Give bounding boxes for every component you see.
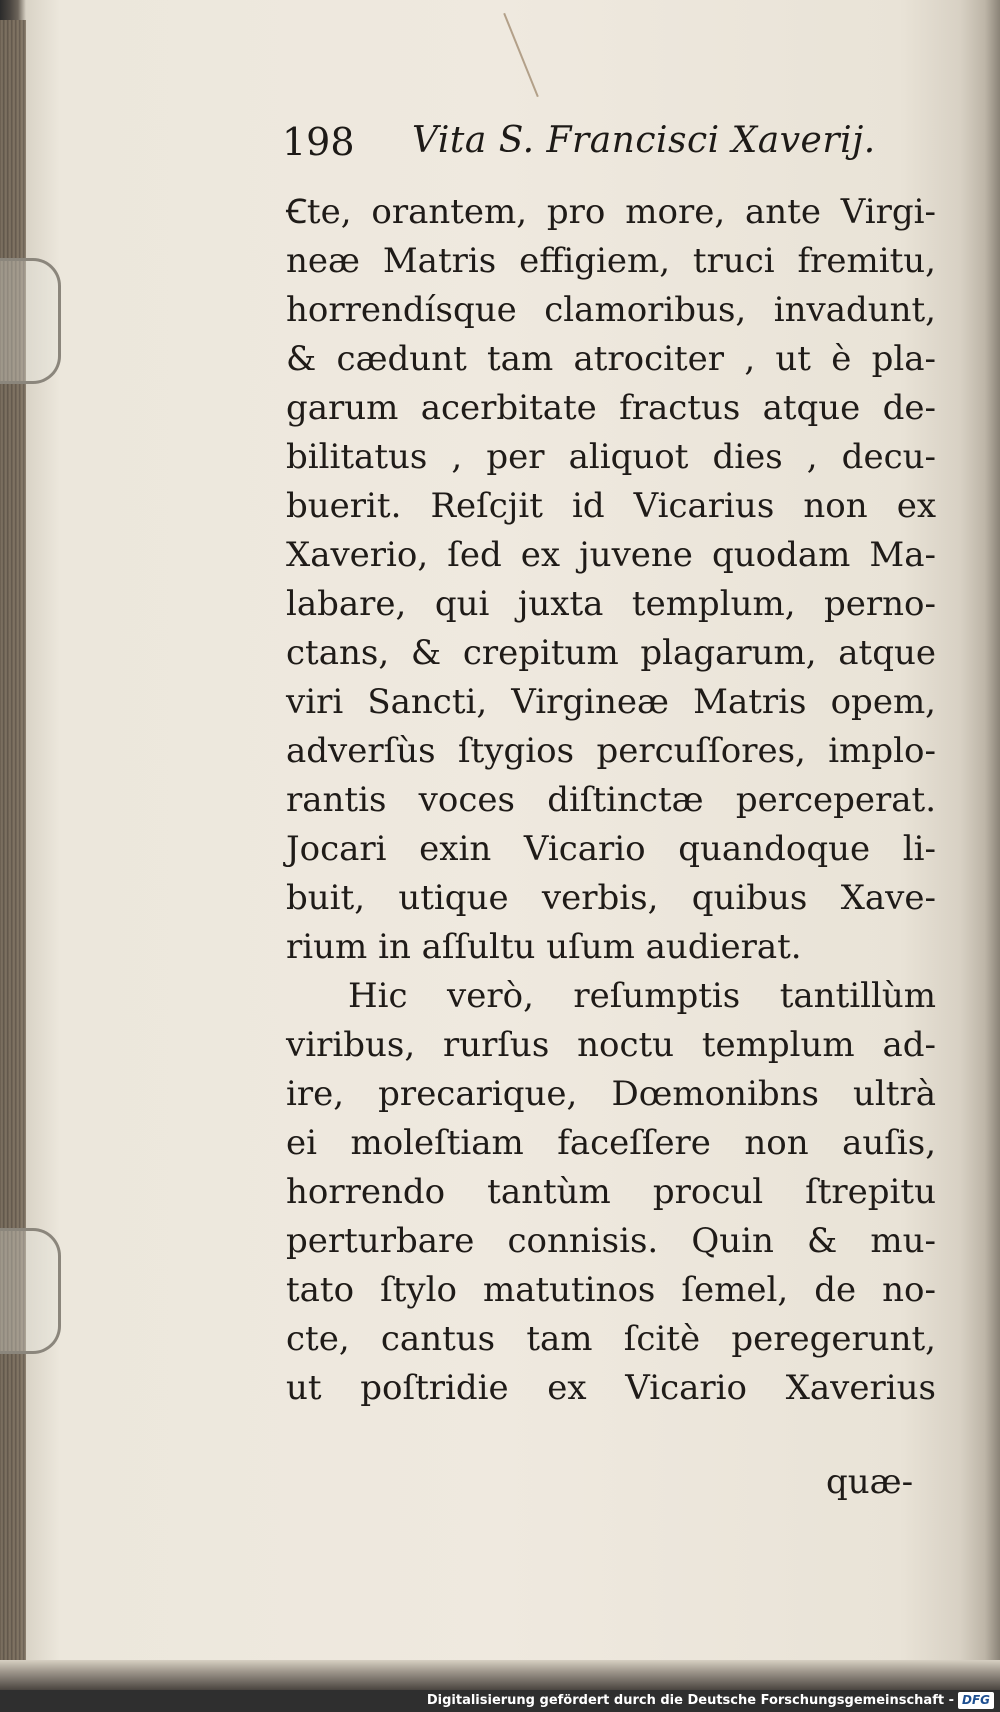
text-line: ctans, & crepitum plagarum, atque: [286, 633, 936, 673]
text-line: cte, cantus tam ſcitè peregerunt,: [286, 1319, 936, 1359]
text-line: & cædunt tam atrociter , ut è pla-: [286, 339, 936, 379]
body-text: [286, 188, 936, 1413]
text-line: bilitatus , per aliquot dies , decu-: [286, 437, 936, 477]
text-line: tato ſtylo matutinos ſemel, de no-: [286, 1270, 936, 1310]
text-line: neæ Matris effigiem, truci fremitu,: [286, 241, 936, 281]
text-line: ire, precarique, Dœmonibns ultrà: [286, 1074, 936, 1114]
text-line: ut poſtridie ex Vicario Xaverius: [286, 1368, 936, 1408]
text-line: adverſùs ſtygios percuſſores, implo-: [286, 731, 936, 771]
text-line: horrendo tantùm procul ſtrepitu: [286, 1172, 936, 1212]
text-line: labare, qui juxta templum, perno-: [286, 584, 936, 624]
text-line: ei moleſtiam faceſſere non auſis,: [286, 1123, 936, 1163]
text-line: perturbare connisis. Quin & mu-: [286, 1221, 936, 1261]
text-line: buerit. Reſcjit id Vicarius non ex: [286, 486, 936, 526]
text-line: Jocari exin Vicario quandoque li-: [286, 829, 936, 869]
text-line: Xaverio, ſed ex juvene quodam Ma-: [286, 535, 936, 575]
dfg-logo: DFG: [958, 1692, 994, 1709]
catchword: quæ-: [826, 1462, 914, 1502]
text-line: garum acerbitate fractus atque de-: [286, 388, 936, 428]
text-line: buit, utique verbis, quibus Xave-: [286, 878, 936, 918]
funding-credit: Digitalisierung gefördert durch die Deutsche Forschungsgemeinschaft -: [426, 1693, 954, 1708]
text-line: rantis voces diſtinctæ perceperat.: [286, 780, 936, 820]
text-line: Hic verò, reſumptis tantillùm: [348, 976, 936, 1016]
text-line: rium in aſſultu uſum audierat.: [286, 927, 802, 967]
page-clip-bottom: [0, 1228, 61, 1354]
page-header: [282, 116, 932, 176]
page-number: 198: [282, 120, 355, 164]
text-line: viribus, rurſus noctu templum ad-: [286, 1025, 936, 1065]
text-line: viri Sancti, Virgineæ Matris opem,: [286, 682, 936, 722]
book-edge-bottom: [0, 1660, 1000, 1690]
running-head: Vita S. Francisci Xaverij.: [412, 120, 876, 161]
page-clip-top: [0, 258, 61, 384]
footer-bar: [0, 1690, 1000, 1712]
text-line: Ꞓte, orantem, pro more, ante Virgi-: [286, 192, 936, 232]
text-line: horrendísque clamoribus, invadunt,: [286, 290, 936, 330]
